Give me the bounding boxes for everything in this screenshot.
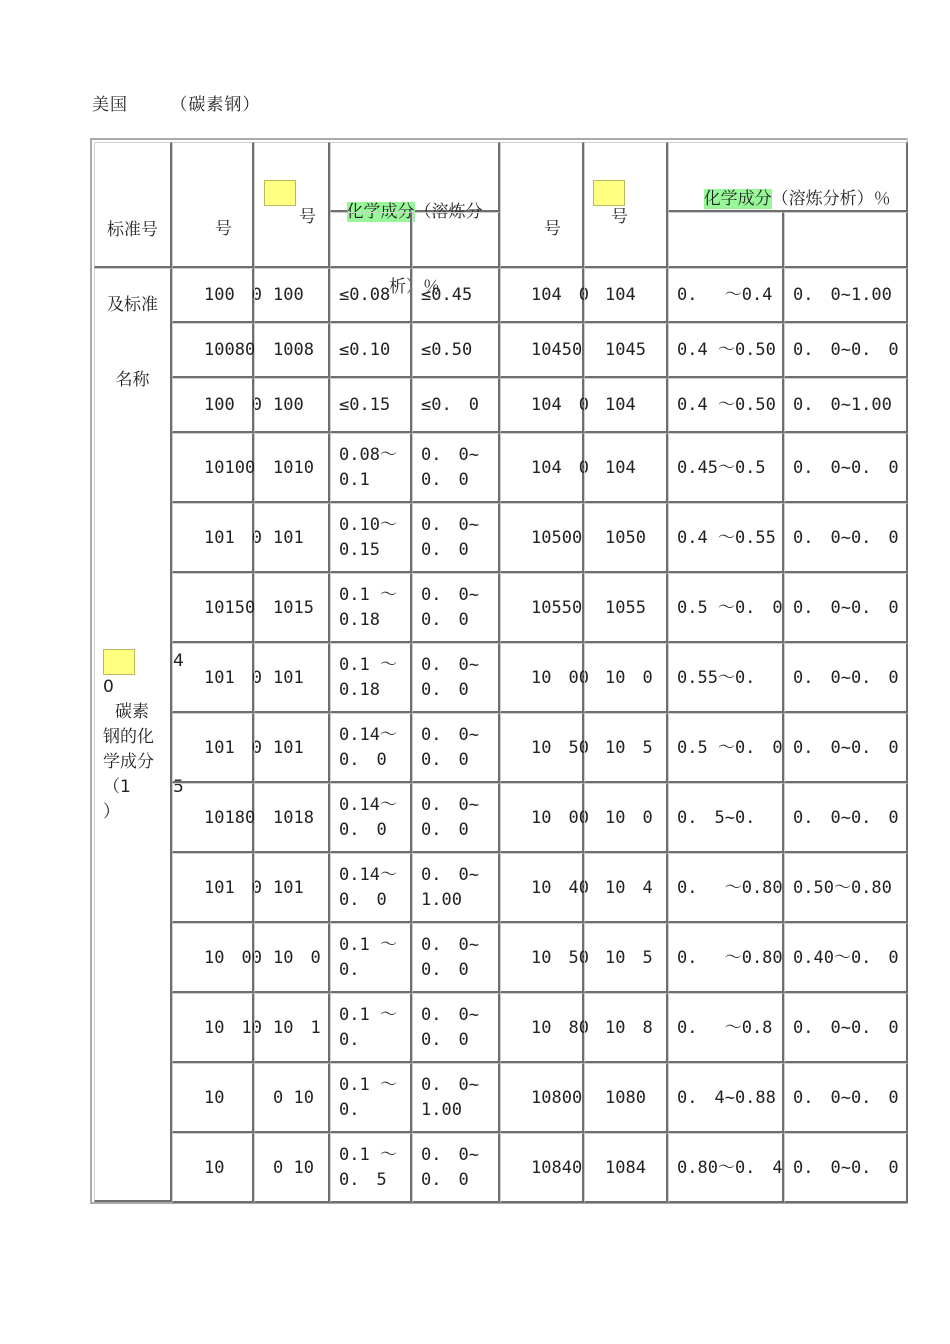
table-cell-a <box>172 1133 254 1203</box>
table-cell-f <box>584 923 668 993</box>
table-cell-a <box>172 993 262 1063</box>
table-cell-c <box>330 993 412 1063</box>
table-cell-e <box>500 573 584 643</box>
cell-line: 0. 5 <box>339 1170 387 1190</box>
table-cell-h <box>784 573 908 643</box>
table-cell-c <box>330 783 412 853</box>
cell-text: 0.40～0. 0 <box>793 947 899 968</box>
cell-line: 0. 0 <box>339 820 387 840</box>
table-cell-a <box>172 1063 254 1133</box>
cell-text: 10180 <box>204 807 256 828</box>
header-chem-left-sub-c <box>330 212 412 268</box>
cell-line: 0.1 ～ <box>339 585 397 605</box>
cell-text: 0 10 <box>273 1157 314 1178</box>
table-cell-b <box>254 643 330 713</box>
table-cell-g <box>668 268 784 323</box>
table-cell-e <box>500 783 589 853</box>
cell-text: 10 10 <box>204 1017 262 1038</box>
table-cell-e <box>500 853 589 923</box>
table-cell-b <box>254 783 330 853</box>
cell-line: 0. 0 <box>421 960 469 980</box>
table-cell-f <box>584 643 668 713</box>
table-cell-f <box>584 573 668 643</box>
table-cell-c <box>330 713 412 783</box>
cell-text: 10450 <box>531 340 583 360</box>
cell-text: 0. 4~0.88 <box>677 1087 776 1108</box>
table-cell-g <box>668 643 784 713</box>
table-cell-c <box>330 1063 412 1133</box>
cell-line: 0. 0~ <box>421 515 479 535</box>
table-cell-c <box>330 503 412 573</box>
cell-text: 101 <box>273 667 304 688</box>
table-cell-c <box>330 378 412 433</box>
cell-line: 0. 0~ <box>421 1145 479 1165</box>
table-cell-d <box>412 503 500 573</box>
table-cell-h <box>784 378 908 433</box>
cell-text: 104 <box>605 395 636 415</box>
table-cell-g <box>668 323 784 378</box>
table-cell-g <box>668 573 784 643</box>
cell-text: 10800 <box>531 1087 583 1108</box>
header-grade-1 <box>172 142 254 268</box>
cell-text: 1045 <box>605 340 646 360</box>
table-cell-f <box>584 993 668 1063</box>
table-cell-a <box>172 713 262 783</box>
cell-text: 1080 <box>605 1087 646 1108</box>
cell-line: 0. 0~ <box>421 1005 479 1025</box>
cell-line: 1.00 <box>421 890 462 910</box>
table-cell-c <box>330 573 412 643</box>
cell-text: 10 0 <box>605 667 653 688</box>
cell-text: 10150 <box>204 597 256 618</box>
table-cell-g <box>668 853 784 923</box>
table-cell-d <box>412 993 500 1063</box>
header-grade-label: 号 <box>611 207 628 227</box>
table-cell-d <box>412 713 500 783</box>
cell-text: 0. ～0.80 <box>677 877 783 898</box>
cell-line: ≤0. 0 <box>421 395 479 415</box>
highlight-box <box>264 180 296 206</box>
cell-line: 0. 0~ <box>421 795 479 815</box>
table-cell-b <box>254 503 330 573</box>
table-cell-g <box>668 713 784 783</box>
cell-line: 0. 0 <box>339 890 387 910</box>
table-cell-h <box>784 713 908 783</box>
cell-line: 0. 0 <box>339 750 387 770</box>
cell-text: 10 5 <box>605 947 653 968</box>
chem-highlight: 化学成分 <box>346 202 415 222</box>
table-cell-b <box>254 923 330 993</box>
table-cell-c <box>330 433 412 503</box>
cell-text: 0. 0~0. 0 <box>793 807 899 828</box>
table-cell-a <box>172 643 262 713</box>
cell-text: 0. ～0.4 <box>677 285 773 305</box>
table-cell-e <box>500 923 589 993</box>
cell-text: 1015 <box>273 597 314 618</box>
cell-text: 10 8 <box>605 1017 653 1038</box>
header-grade-label: 号 <box>543 219 561 239</box>
cell-line: 0.14～ <box>339 795 397 815</box>
cell-line: 0. 0 <box>421 680 469 700</box>
left-label-digit: 5 <box>173 777 184 797</box>
cell-text: 0. 0~1.00 <box>793 395 892 415</box>
table-cell-d <box>412 1063 500 1133</box>
cell-text: 10 00 <box>531 807 589 828</box>
table-cell-e <box>500 378 589 433</box>
cell-text: 104 0 <box>531 395 589 415</box>
table-cell-f <box>584 853 668 923</box>
cell-text: 10 50 <box>531 947 589 968</box>
cell-text: 104 <box>605 285 636 305</box>
cell-text: 0.4 ～0.50 <box>677 340 776 360</box>
header-standard-name-line: 及标准 <box>107 295 158 315</box>
table-cell-h <box>784 993 908 1063</box>
header-chem-right-sub-c <box>668 212 784 268</box>
left-label-line: 钢的化 <box>103 727 154 747</box>
table-cell-b <box>254 378 330 433</box>
header-grade-3 <box>500 142 584 268</box>
left-label-line: 0 <box>103 677 114 697</box>
cell-text: 104 <box>605 457 636 478</box>
cell-text: 101 0 <box>204 877 262 898</box>
table-cell-h <box>784 853 908 923</box>
header-standard-name-line: 名称 <box>115 370 150 390</box>
table-cell-g <box>668 503 784 573</box>
cell-text: 10 4 <box>605 877 653 898</box>
table-cell-h <box>784 503 908 573</box>
table-cell-g <box>668 923 784 993</box>
table-cell-a <box>172 503 262 573</box>
cell-text: 10 40 <box>531 877 589 898</box>
table-cell-c <box>330 268 412 323</box>
table-cell-d <box>412 378 500 433</box>
table-cell-e <box>500 993 589 1063</box>
cell-text: 10 5 <box>605 737 653 758</box>
table-cell-g <box>668 1133 784 1203</box>
table-cell-f <box>584 1063 668 1133</box>
cell-text: 0. 0~0. 0 <box>793 457 899 478</box>
cell-text: 101 <box>273 527 304 548</box>
table-cell-h <box>784 783 908 853</box>
table-cell-c <box>330 643 412 713</box>
cell-text: 104 0 <box>531 457 589 478</box>
table-cell-f <box>584 323 668 378</box>
highlight-box <box>593 180 625 206</box>
cell-text: 10 50 <box>531 737 589 758</box>
cell-text: 10 00 <box>531 667 589 688</box>
cell-text: 104 0 <box>531 285 589 305</box>
cell-line: 1.00 <box>421 1100 462 1120</box>
highlight-box <box>103 649 135 675</box>
table-cell-g <box>668 378 784 433</box>
table-cell-c <box>330 923 412 993</box>
cell-text: 0.5 ～0. 0 <box>677 737 783 758</box>
cell-text: 0. 0~1.00 <box>793 285 892 305</box>
cell-text: 10 1 <box>273 1017 321 1038</box>
table-cell-a <box>172 573 254 643</box>
table-cell-e <box>500 1063 584 1133</box>
table-cell-b <box>254 1063 330 1133</box>
cell-text: 0.55～0. <box>677 667 756 688</box>
standard-name-merged-cell <box>94 268 184 1202</box>
chem-note: （溶炼分 <box>414 202 483 222</box>
header-standard-name <box>94 142 172 390</box>
table-cell-a <box>172 783 254 853</box>
cell-text: 1008 <box>273 340 314 360</box>
cell-text: 0. 0~0. 0 <box>793 1087 899 1108</box>
table-cell-b <box>254 1133 330 1203</box>
cell-line: 0. <box>339 1100 360 1120</box>
cell-line: 0. 0~ <box>421 445 479 465</box>
table-cell-h <box>784 323 908 378</box>
cell-text: 0.4 ～0.55 <box>677 527 776 548</box>
cell-text: 0 10 <box>273 1087 314 1108</box>
header-grade-4 <box>584 142 668 268</box>
cell-line: 0.1 ～ <box>339 655 397 675</box>
table-cell-e <box>500 713 589 783</box>
table-cell-g <box>668 433 784 503</box>
table-cell-b <box>254 433 330 503</box>
cell-text: 10 0 <box>273 947 321 968</box>
cell-text: 1055 <box>605 597 646 618</box>
table-cell-h <box>784 1133 908 1203</box>
cell-text: 1050 <box>605 527 646 548</box>
cell-text: 101 <box>273 877 304 898</box>
table-cell-a <box>172 853 262 923</box>
cell-text: 0. 0~0. 0 <box>793 1157 899 1178</box>
table-cell-c <box>330 323 412 378</box>
table-cell-f <box>584 1133 668 1203</box>
table-cell-e <box>500 433 589 503</box>
table-cell-c <box>330 1133 412 1203</box>
table-cell-d <box>412 268 500 323</box>
table-cell-b <box>254 993 330 1063</box>
table-cell-e <box>500 268 589 323</box>
cell-text: 10 80 <box>531 1017 589 1038</box>
cell-line: 0. <box>339 1030 360 1050</box>
table-cell-h <box>784 1063 908 1133</box>
cell-text: 0.50～0.80 <box>793 877 892 898</box>
cell-line: 0. 0 <box>421 540 469 560</box>
cell-line: 0.1 ～ <box>339 1075 397 1095</box>
table-cell-a <box>172 323 254 378</box>
cell-line: 0.10～ <box>339 515 397 535</box>
chem-note: （溶炼分析）％ <box>771 189 891 209</box>
cell-line: 0.15 <box>339 540 380 560</box>
cell-text: 0. 0~0. 0 <box>793 1017 899 1038</box>
chem-highlight: 化学成分 <box>703 189 772 209</box>
table-cell-g <box>668 1063 784 1133</box>
cell-text: 0. 0~0. 0 <box>793 340 899 360</box>
cell-text: 0. 0~0. 0 <box>793 597 899 618</box>
cell-text: 0. ～0.8 <box>677 1017 773 1038</box>
cell-line: 0.1 ～ <box>339 1145 397 1165</box>
cell-line: 0.14～ <box>339 865 397 885</box>
table-cell-d <box>412 643 500 713</box>
table-cell-d <box>412 573 500 643</box>
table-cell-f <box>584 713 668 783</box>
cell-text: 10100 <box>204 457 256 478</box>
header-standard-name-line: 标准号 <box>107 220 158 240</box>
table-cell-d <box>412 923 500 993</box>
cell-line: 0. 0 <box>421 610 469 630</box>
header-chem-right <box>668 142 908 212</box>
header-grade-label: 号 <box>214 219 232 239</box>
table-cell-h <box>784 923 908 993</box>
left-label-line: 学成分 <box>103 752 154 772</box>
steel-composition-table <box>90 138 908 1204</box>
table-cell-e <box>500 643 589 713</box>
table-cell-h <box>784 643 908 713</box>
cell-line: 0.1 ～ <box>339 1005 397 1025</box>
cell-text: 10 <box>204 1087 242 1108</box>
table-cell-c <box>330 853 412 923</box>
table-cell-f <box>584 433 668 503</box>
cell-line: 0.18 <box>339 680 380 700</box>
cell-line: 0. <box>339 960 360 980</box>
cell-line: 0.14～ <box>339 725 397 745</box>
table-cell-d <box>412 1133 500 1203</box>
table-cell-d <box>412 323 500 378</box>
cell-line: ≤0.45 <box>421 285 473 305</box>
table-cell-d <box>412 783 500 853</box>
cell-text: 101 0 <box>204 667 262 688</box>
table-cell-e <box>500 503 584 573</box>
cell-text: 1084 <box>605 1157 646 1178</box>
chem-note: 析）％ <box>389 277 440 297</box>
left-label-line: （1 <box>103 777 131 797</box>
table-cell-a <box>172 433 254 503</box>
table-cell-a <box>172 378 262 433</box>
cell-line: 0.1 ～ <box>339 935 397 955</box>
left-label-line: 碳素 <box>115 702 149 722</box>
table-cell-b <box>254 268 330 323</box>
cell-line: 0. 0 <box>421 1170 469 1190</box>
cell-text: 100 0 <box>204 395 262 415</box>
cell-text: 0.4 ～0.50 <box>677 395 776 415</box>
cell-text: 10550 <box>531 597 583 618</box>
cell-text: 101 0 <box>204 527 262 548</box>
cell-text: 0. 0~0. 0 <box>793 667 899 688</box>
cell-line: 0. 0 <box>421 470 469 490</box>
table-cell-h <box>784 433 908 503</box>
table-cell-f <box>584 783 668 853</box>
header-chem-right-sub-mn <box>784 212 908 268</box>
table-cell-e <box>500 323 584 378</box>
cell-text: 0. ～0.80 <box>677 947 783 968</box>
table-cell-e <box>500 1133 584 1203</box>
cell-text: 10840 <box>531 1157 583 1178</box>
header-grade-label: 号 <box>299 207 316 227</box>
cell-text: 10080 <box>204 340 256 360</box>
cell-line: 0. 0~ <box>421 1075 479 1095</box>
table-cell-b <box>254 573 330 643</box>
table-cell-f <box>584 268 668 323</box>
cell-text: 0. 5~0. <box>677 807 756 828</box>
table-cell-g <box>668 993 784 1063</box>
cell-line: 0. 0 <box>421 820 469 840</box>
cell-text: 100 <box>273 395 304 415</box>
table-cell-h <box>784 268 908 323</box>
cell-text: 1010 <box>273 457 314 478</box>
cell-line: 0. 0 <box>421 750 469 770</box>
cell-text: 10 00 <box>204 947 262 968</box>
cell-line: 0.1 <box>339 470 370 490</box>
table-cell-b <box>254 323 330 378</box>
cell-line: 0. 0~ <box>421 865 479 885</box>
table-cell-f <box>584 378 668 433</box>
table-cell-b <box>254 713 330 783</box>
table-cell-d <box>412 853 500 923</box>
table-cell-b <box>254 853 330 923</box>
header-grade-2 <box>254 142 330 268</box>
left-label-digit: 4 <box>173 651 184 671</box>
table-cell-f <box>584 503 668 573</box>
cell-line: 0. 0 <box>421 1030 469 1050</box>
cell-text: 10500 <box>531 527 583 548</box>
cell-text: 1018 <box>273 807 314 828</box>
cell-line: ≤0.50 <box>421 340 473 360</box>
cell-text: 100 <box>273 285 304 305</box>
cell-line: ≤0.08 <box>339 285 391 305</box>
cell-line: 0. 0~ <box>421 655 479 675</box>
cell-line: 0. 0~ <box>421 935 479 955</box>
cell-line: 0.08～ <box>339 445 397 465</box>
cell-text: 100 0 <box>204 285 262 305</box>
page-title: 美国 （碳素钢） <box>92 95 261 115</box>
table-cell-d <box>412 433 500 503</box>
cell-line: ≤0.10 <box>339 340 391 360</box>
cell-text: 0. 0~0. 0 <box>793 527 899 548</box>
cell-text: 101 0 <box>204 737 262 758</box>
cell-text: 0. 0~0. 0 <box>793 737 899 758</box>
table-cell-a <box>172 268 262 323</box>
left-label-line: ） <box>103 802 120 822</box>
cell-line: 0. 0~ <box>421 725 479 745</box>
cell-text: 10 <box>204 1157 242 1178</box>
cell-text: 0.5 ～0. 0 <box>677 597 783 618</box>
cell-text: 0.80～0. 4 <box>677 1157 783 1178</box>
cell-text: 101 <box>273 737 304 758</box>
table-cell-g <box>668 783 784 853</box>
header-chem-left-sub-mn <box>412 212 500 268</box>
table-cell-a <box>172 923 262 993</box>
cell-line: 0. 0~ <box>421 585 479 605</box>
cell-line: 0.18 <box>339 610 380 630</box>
cell-text: 0.45～0.5 <box>677 457 766 478</box>
cell-text: 10 0 <box>605 807 653 828</box>
cell-line: ≤0.15 <box>339 395 391 415</box>
